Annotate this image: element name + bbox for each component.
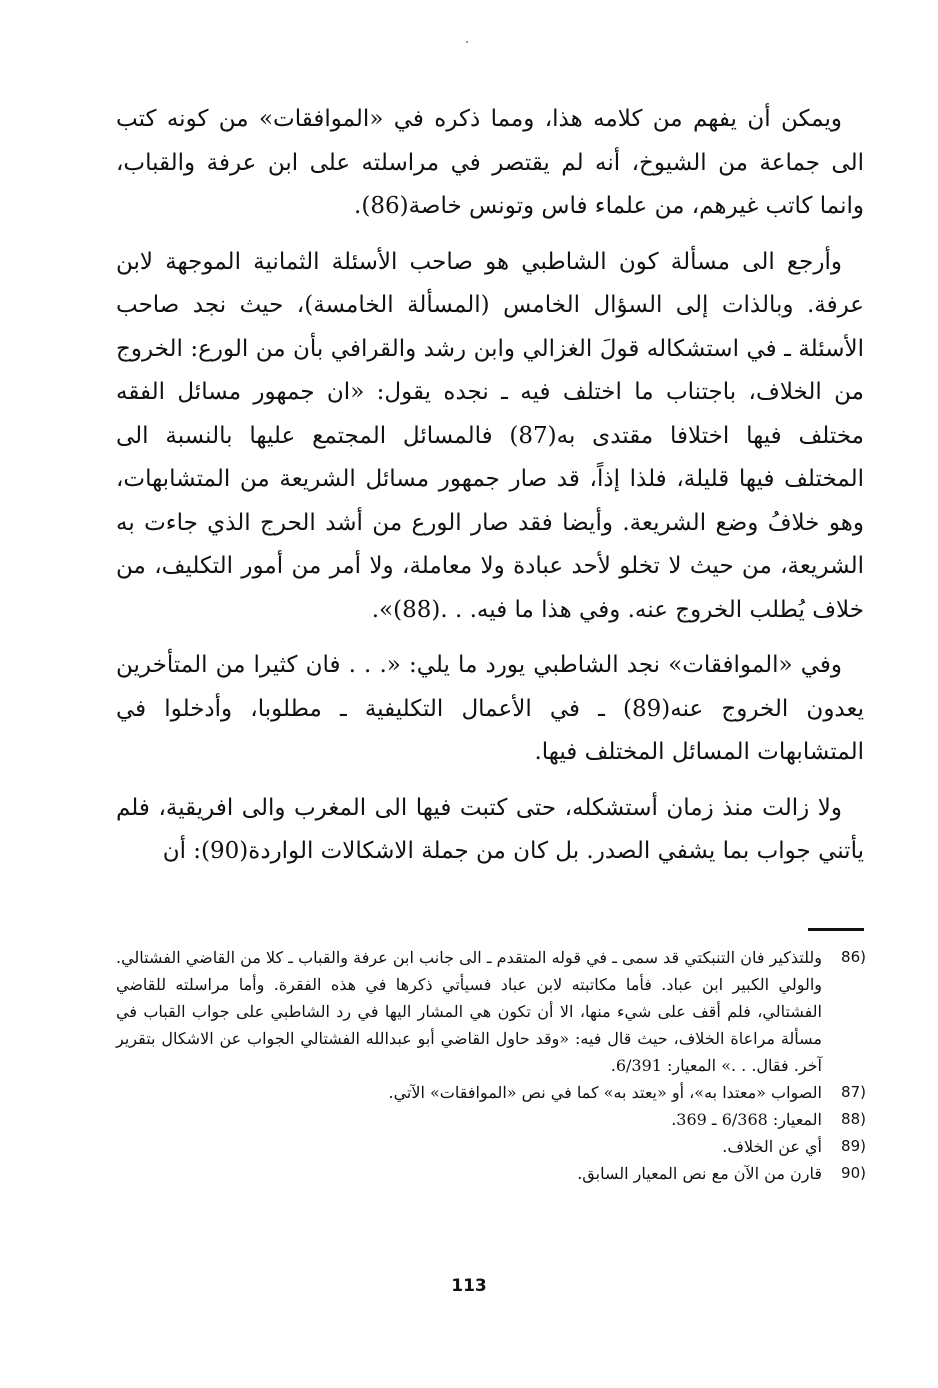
footnote-text: وللتذكير فان التنبكتي قد سمى ـ في قوله المتقدم ـ الى جانب ابن عرفة والقباب ـ كلا من القاضي الفشتالي. والولي الكبير ابن عباد. فأما مكاتبته لابن عباد فسيأتي ذكرها في هذه الفقرة. وأما مراسلته للقاضي الفشتالي، فلم أقف على شيء منها، الا أن تكون هي المشار اليها في رد الشاطبي على جواب القباب في مسألة مراعاة الخلاف، حيث قال فيه: «وقد حاول القاضي أبو عبدالله الفشتالي الجواب عن الاشكال بتقرير آخر. فقال. . .» المعيار: 6/391. [116,948,823,1075]
footnote-87 [116,1079,866,1106]
paragraph-3: وفي «الموافقات» نجد الشاطبي يورد ما يلي: «. . . فان كثيرا من المتأخرين يعدون الخروج عنه(89) ـ في الأعمال التكليفية ـ مطلوبا، وأدخلوا في المتشابهات المسائل المختلف فيها. [116,652,865,765]
footnote-89 [116,1133,866,1160]
paragraph-1: ويمكن أن يفهم من كلامه هذا، ومما ذكره في «الموافقات» من كونه كتب الى جماعة من الشيوخ، أنه لم يقتصر في مراسلته على ابن عرفة والقباب، وانما كاتب غيرهم، من علماء فاس وتونس خاصة(86). [116,106,864,219]
footnote-number: 87) [841,1083,866,1101]
footnote-text: المعيار: 6/368 ـ 369. [671,1110,822,1129]
footnote-text: أي عن الخلاف. [722,1137,822,1156]
main-text [116,98,864,886]
footnotes [116,944,866,1187]
paragraph-2: وأرجع الى مسألة كون الشاطبي هو صاحب الأسئلة الثمانية الموجهة لابن عرفة. وبالذات إلى السؤال الخامس (المسألة الخامسة)، حيث نجد صاحب الأسئلة ـ في استشكاله قولَ الغزالي وابن رشد والقرافي بأن من الورع: الخروج من الخلاف، باجتناب ما اختلف فيه ـ نجده يقول: «ان جمهور مسائل الفقه مختلف فيها اختلافا مقتدى به(87) فالمسائل المجتمع عليها بالنسبة الى المختلف فيها قليلة، فلذا إذاً، قد صار جمهور مسائل الشريعة من المتشابهات، وهو خلافُ وضع الشريعة. وأيضا فقد صار الورع من أشد الحرج الذي جاءت به الشريعة، من حيث لا تخلو لأحد عبادة ولا معاملة، ولا أمر من أمور التكليف، من خلاف يُطلب الخروج عنه. وفي هذا ما فيه. . .(88)». [116,248,864,623]
footnote-text: قارن من الآن مع نص المعيار السابق. [577,1164,822,1183]
footnote-number: 90) [841,1164,866,1182]
footnote-90 [116,1160,866,1187]
footnote-number: 88) [841,1110,866,1128]
footnote-divider [808,928,864,931]
paragraph-4: ولا زالت منذ زمان أستشكله، حتى كتبت فيها الى المغرب والى افريقية، فلم يأتني جواب بما يشفي الصدر. بل كان من جملة الاشكالات الواردة(90): أن [116,794,864,864]
page-number: 113 [451,1276,487,1296]
footnote-86 [116,944,866,1079]
footnote-text: الصواب «معتدا به»، أو «يعتد به» كما في نص «الموافقات» الآتي. [388,1083,822,1102]
footnote-88 [116,1106,866,1133]
footnote-number: 86) [841,948,866,966]
footnote-number: 89) [841,1137,866,1155]
scan-speck [466,41,468,43]
